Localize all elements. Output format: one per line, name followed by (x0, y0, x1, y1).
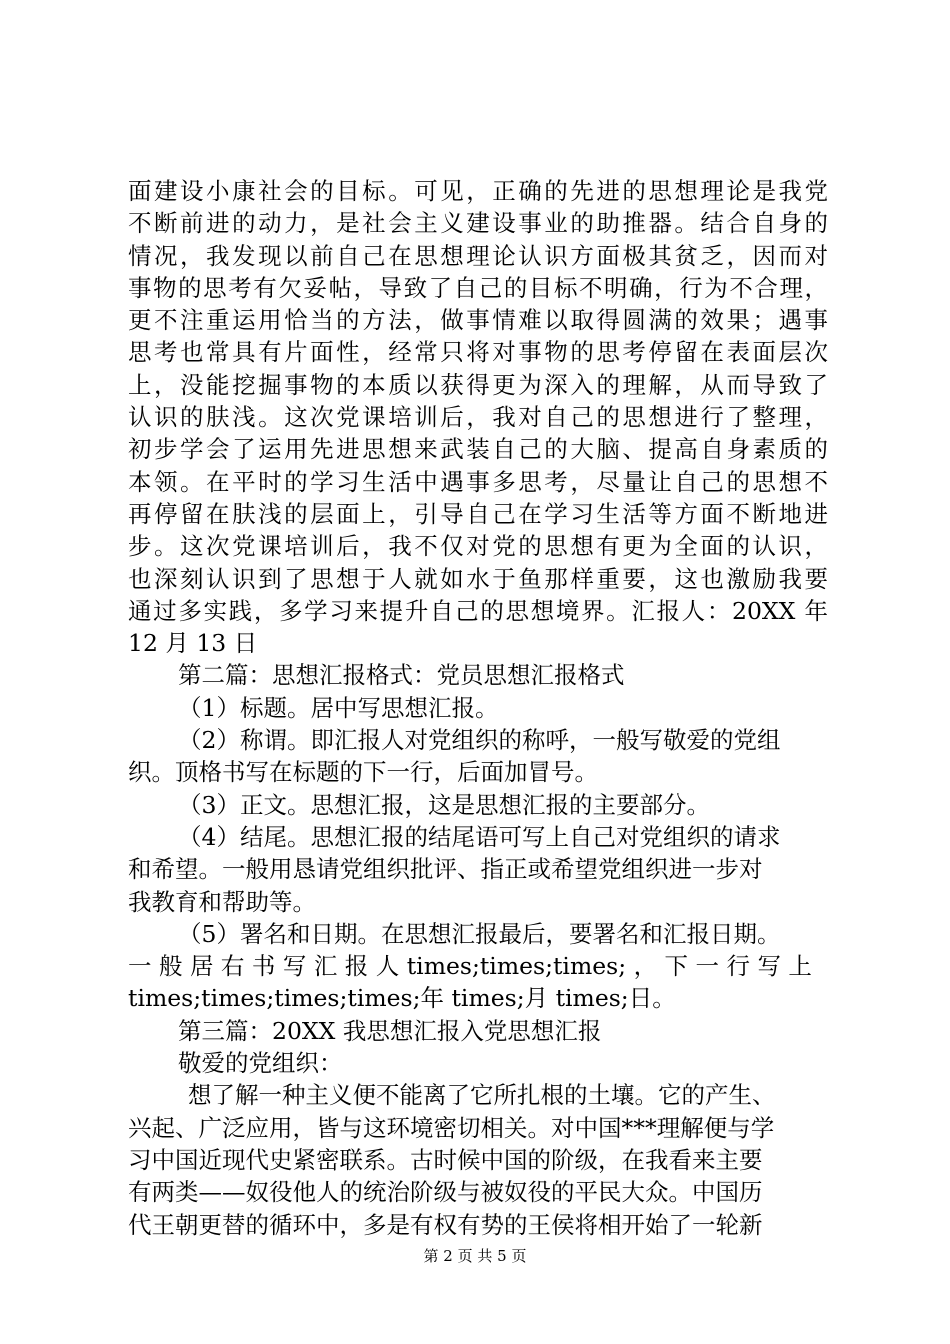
page-footer (0, 1245, 950, 1266)
page-number: 第 2 页 共 5 页 (423, 1247, 527, 1265)
text-line: 事物的思考有欠妥帖，导致了自己的目标不明确，行为不合理， (128, 273, 828, 302)
text-line: 有两类——奴役他人的统治阶级与被奴役的平民大众。中国历 (128, 1178, 763, 1207)
text-line: 上，没能挖掘事物的本质以获得更为深入的理解，从而导致了 (128, 370, 828, 399)
text-line: 再停留在肤浅的层面上，引导自己在学习生活等方面不断地进 (128, 499, 828, 528)
text-line: times;times;times;times;年 times;月 times;日。 (128, 984, 676, 1013)
text-line: 本领。在平时的学习生活中遇事多思考，尽量让自己的思想不 (128, 467, 828, 496)
salutation: 敬爱的党组织： (178, 1049, 343, 1078)
text-line: 也深刻认识到了思想于人就如水于鱼那样重要，这也激励我要 (128, 564, 828, 593)
text-line: 思考也常具有片面性，经常只将对事物的思考停留在表面层次 (128, 338, 828, 367)
text-line: 习中国近现代史紧密联系。古时候中国的阶级，在我看来主要 (128, 1145, 763, 1174)
text-line: （3）正文。思想汇报，这是思想汇报的主要部分。 (178, 790, 710, 819)
document-body (128, 175, 828, 1241)
text-line: 和希望。一般用恳请党组织批评、指正或希望党组织进一步对 (128, 855, 763, 884)
text-line: 一 般 居 右 书 写 汇 报 人 times;times;times; ， 下 一 行 写 上 (128, 952, 812, 981)
text-line: 认识的肤浅。这次党课培训后，我对自己的思想进行了整理， (128, 403, 828, 432)
text-line: 情况，我发现以前自己在思想理论认识方面极其贫乏，因而对 (128, 241, 828, 270)
text-line: 初步学会了运用先进思想来武装自己的大脑、提高自身素质的 (128, 435, 828, 464)
text-line: （1）标题。居中写思想汇报。 (178, 693, 499, 722)
text-line: 代王朝更替的循环中，多是有权有势的王侯将相开始了一轮新 (128, 1210, 763, 1239)
text-line: 不断前进的动力，是社会主义建设事业的助推器。结合自身的 (128, 209, 828, 238)
text-line: （4）结尾。思想汇报的结尾语可写上自己对党组织的请求 (178, 822, 781, 851)
text-line: 更不注重运用恰当的方法，做事情难以取得圆满的效果；遇事 (128, 306, 828, 335)
text-line: 面建设小康社会的目标。可见，正确的先进的思想理论是我党 (128, 177, 828, 205)
section-heading-2: 第二篇：思想汇报格式：党员思想汇报格式 (178, 661, 625, 690)
text-line: 12 月 13 日 (128, 629, 258, 658)
text-line: 想了解一种主义便不能离了它所扎根的土壤。它的产生、 (188, 1081, 776, 1110)
text-line: （5）署名和日期。在思想汇报最后，要署名和汇报日期。 (178, 919, 781, 948)
text-line: 织。顶格书写在标题的下一行，后面加冒号。 (128, 758, 598, 787)
text-line: 我教育和帮助等。 (128, 887, 316, 916)
text-line: 通过多实践，多学习来提升自己的思想境界。汇报人：20XX 年 (128, 596, 828, 625)
text-line: 步。这次党课培训后，我不仅对党的思想有更为全面的认识， (128, 532, 828, 561)
text-line: 兴起、广泛应用，皆与这环境密切相关。对中国***理解便与学 (128, 1113, 775, 1142)
text-line: （2）称谓。即汇报人对党组织的称呼，一般写敬爱的党组 (178, 726, 781, 755)
section-heading-3: 第三篇：20XX 我思想汇报入党思想汇报 (178, 1016, 602, 1045)
